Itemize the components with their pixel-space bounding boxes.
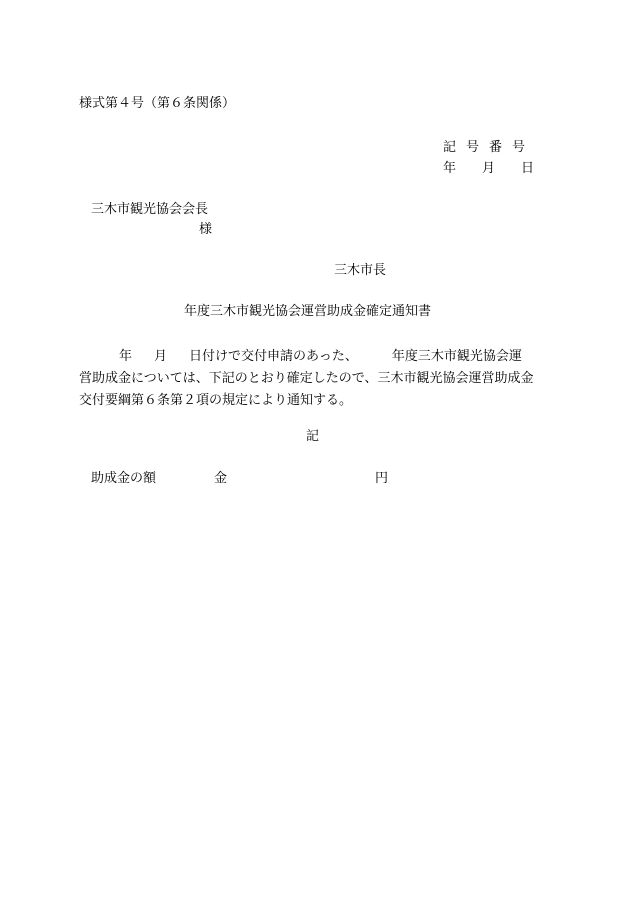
ki-heading: 記 [306, 429, 320, 444]
reference-date-row [443, 158, 535, 179]
addressee: 三木市観光協会会長 [91, 202, 209, 217]
amount-yen: 円 [375, 471, 389, 486]
date-year: 年 [443, 161, 457, 176]
body-line-2: 営助成金については、下記のとおり確定したので、三木市観光協会運営助成金 [79, 371, 534, 386]
reference-number-char: 号 [512, 140, 526, 155]
body-line-1 [79, 346, 559, 368]
body-month: 月 [154, 349, 168, 364]
amount-kin: 金 [214, 471, 228, 486]
body-text-a: 日付けで交付申請のあった、 [189, 349, 358, 364]
reference-block [443, 137, 535, 179]
sender: 三木市長 [334, 263, 387, 278]
form-number: 様式第４号（第６条関係） [79, 96, 236, 111]
reference-number-char: 番 [489, 140, 503, 155]
body-text-b: 年度三木市観光協会運 [391, 349, 522, 364]
amount-row [91, 470, 388, 488]
honorific: 様 [199, 222, 213, 237]
body-year: 年 [119, 349, 133, 364]
body-paragraph [79, 346, 559, 412]
document-title: 年度三木市観光協会運営助成金確定通知書 [184, 304, 432, 319]
reference-number-row [443, 137, 535, 158]
body-line-3: 交付要綱第６条第２項の規定により通知する。 [79, 393, 353, 408]
date-month: 月 [482, 161, 496, 176]
reference-number-char: 記 [443, 140, 457, 155]
reference-number-char: 号 [466, 140, 480, 155]
date-day: 日 [521, 161, 535, 176]
amount-label: 助成金の額 [91, 471, 157, 486]
